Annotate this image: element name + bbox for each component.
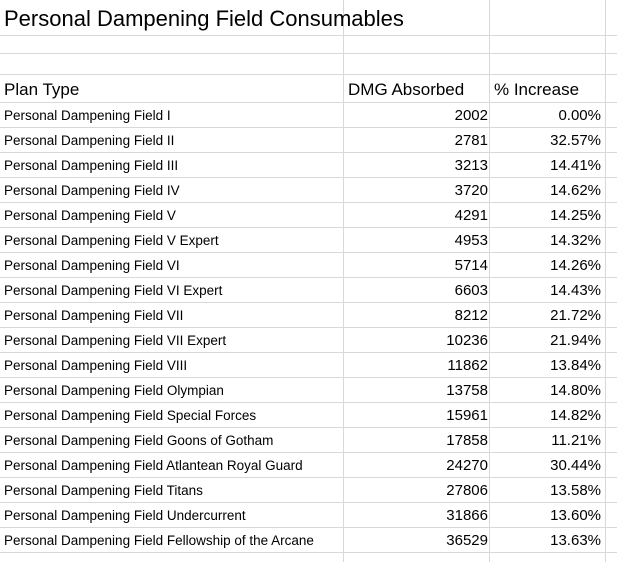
dmg-absorbed-cell[interactable]: 4953 (454, 232, 488, 249)
pct-increase-cell[interactable]: 21.72% (550, 307, 601, 324)
pct-increase-cell[interactable]: 13.58% (550, 482, 601, 499)
dmg-absorbed-cell[interactable]: 24270 (446, 457, 488, 474)
table-row (0, 403, 617, 428)
dmg-absorbed-cell[interactable]: 27806 (446, 482, 488, 499)
pct-increase-cell[interactable]: 13.60% (550, 507, 601, 524)
row-divider (0, 35, 617, 36)
row-divider (0, 53, 617, 54)
table-row (0, 353, 617, 378)
dmg-absorbed-cell[interactable]: 3213 (454, 157, 488, 174)
plan-type-cell[interactable]: Personal Dampening Field VI Expert (4, 283, 223, 298)
table-row (0, 153, 617, 178)
table-row (0, 528, 617, 553)
table-row (0, 328, 617, 353)
dmg-absorbed-cell[interactable]: 6603 (454, 282, 488, 299)
dmg-absorbed-cell[interactable]: 17858 (446, 432, 488, 449)
pct-increase-cell[interactable]: 30.44% (550, 457, 601, 474)
table-row (0, 228, 617, 253)
plan-type-cell[interactable]: Personal Dampening Field VII Expert (4, 333, 227, 348)
table-row (0, 303, 617, 328)
dmg-absorbed-cell[interactable]: 4291 (454, 207, 488, 224)
plan-type-cell[interactable]: Personal Dampening Field IV (4, 183, 180, 198)
plan-type-cell[interactable]: Personal Dampening Field Olympian (4, 383, 224, 398)
plan-type-cell[interactable]: Personal Dampening Field Titans (4, 483, 203, 498)
row-divider (0, 74, 617, 75)
pct-increase-cell[interactable]: 21.94% (550, 332, 601, 349)
plan-type-cell[interactable]: Personal Dampening Field Fellowship of the Arcane (4, 533, 314, 548)
dmg-absorbed-cell[interactable]: 3720 (454, 182, 488, 199)
sheet-title[interactable]: Personal Dampening Field Consumables (4, 6, 404, 31)
plan-type-cell[interactable]: Personal Dampening Field Undercurrent (4, 508, 246, 523)
dmg-absorbed-cell[interactable]: 8212 (454, 307, 488, 324)
pct-increase-cell[interactable]: 14.25% (550, 207, 601, 224)
pct-increase-cell[interactable]: 0.00% (558, 107, 601, 124)
pct-increase-cell[interactable]: 11.21% (551, 432, 601, 449)
dmg-absorbed-cell[interactable]: 2002 (454, 107, 488, 124)
header-pct-increase[interactable]: % Increase (494, 80, 580, 99)
pct-increase-cell[interactable]: 14.82% (550, 407, 601, 424)
table-row (0, 478, 617, 503)
plan-type-cell[interactable]: Personal Dampening Field III (4, 158, 179, 173)
pct-increase-cell[interactable]: 14.32% (550, 232, 601, 249)
plan-type-cell[interactable]: Personal Dampening Field V (4, 208, 176, 223)
dmg-absorbed-cell[interactable]: 10236 (446, 332, 488, 349)
plan-type-cell[interactable]: Personal Dampening Field I (4, 108, 171, 123)
plan-type-cell[interactable]: Personal Dampening Field II (4, 133, 175, 148)
plan-type-cell[interactable]: Personal Dampening Field VIII (4, 358, 188, 373)
dmg-absorbed-cell[interactable]: 36529 (446, 532, 488, 549)
plan-type-cell[interactable]: Personal Dampening Field VI (4, 258, 180, 273)
pct-increase-cell[interactable]: 14.41% (550, 157, 601, 174)
pct-increase-cell[interactable]: 32.57% (550, 132, 601, 149)
plan-type-cell[interactable]: Personal Dampening Field Special Forces (4, 408, 257, 423)
dmg-absorbed-cell[interactable]: 31866 (446, 507, 488, 524)
dmg-absorbed-cell[interactable]: 5714 (454, 257, 488, 274)
dmg-absorbed-cell[interactable]: 15961 (446, 407, 488, 424)
table-row (0, 428, 617, 453)
header-plan-type[interactable]: Plan Type (4, 80, 80, 99)
plan-type-cell[interactable]: Personal Dampening Field Atlantean Royal Guard (4, 458, 303, 473)
pct-increase-cell[interactable]: 14.62% (550, 182, 601, 199)
dmg-absorbed-cell[interactable]: 2781 (454, 132, 488, 149)
pct-increase-cell[interactable]: 13.84% (550, 357, 601, 374)
pct-increase-cell[interactable]: 13.63% (550, 532, 601, 549)
table-row (0, 128, 617, 153)
dmg-absorbed-cell[interactable]: 13758 (446, 382, 488, 399)
table-row (0, 203, 617, 228)
pct-increase-cell[interactable]: 14.43% (550, 282, 601, 299)
pct-increase-cell[interactable]: 14.26% (550, 257, 601, 274)
dmg-absorbed-cell[interactable]: 11862 (447, 357, 488, 374)
plan-type-cell[interactable]: Personal Dampening Field V Expert (4, 233, 219, 248)
table-row (0, 178, 617, 203)
plan-type-cell[interactable]: Personal Dampening Field VII (4, 308, 184, 323)
pct-increase-cell[interactable]: 14.80% (550, 382, 601, 399)
header-dmg-absorbed[interactable]: DMG Absorbed (348, 80, 465, 99)
table-row (0, 453, 617, 478)
table-row (0, 103, 617, 128)
table-row (0, 253, 617, 278)
table-row (0, 503, 617, 528)
plan-type-cell[interactable]: Personal Dampening Field Goons of Gotham (4, 433, 274, 448)
table-row (0, 278, 617, 303)
table-row (0, 378, 617, 403)
